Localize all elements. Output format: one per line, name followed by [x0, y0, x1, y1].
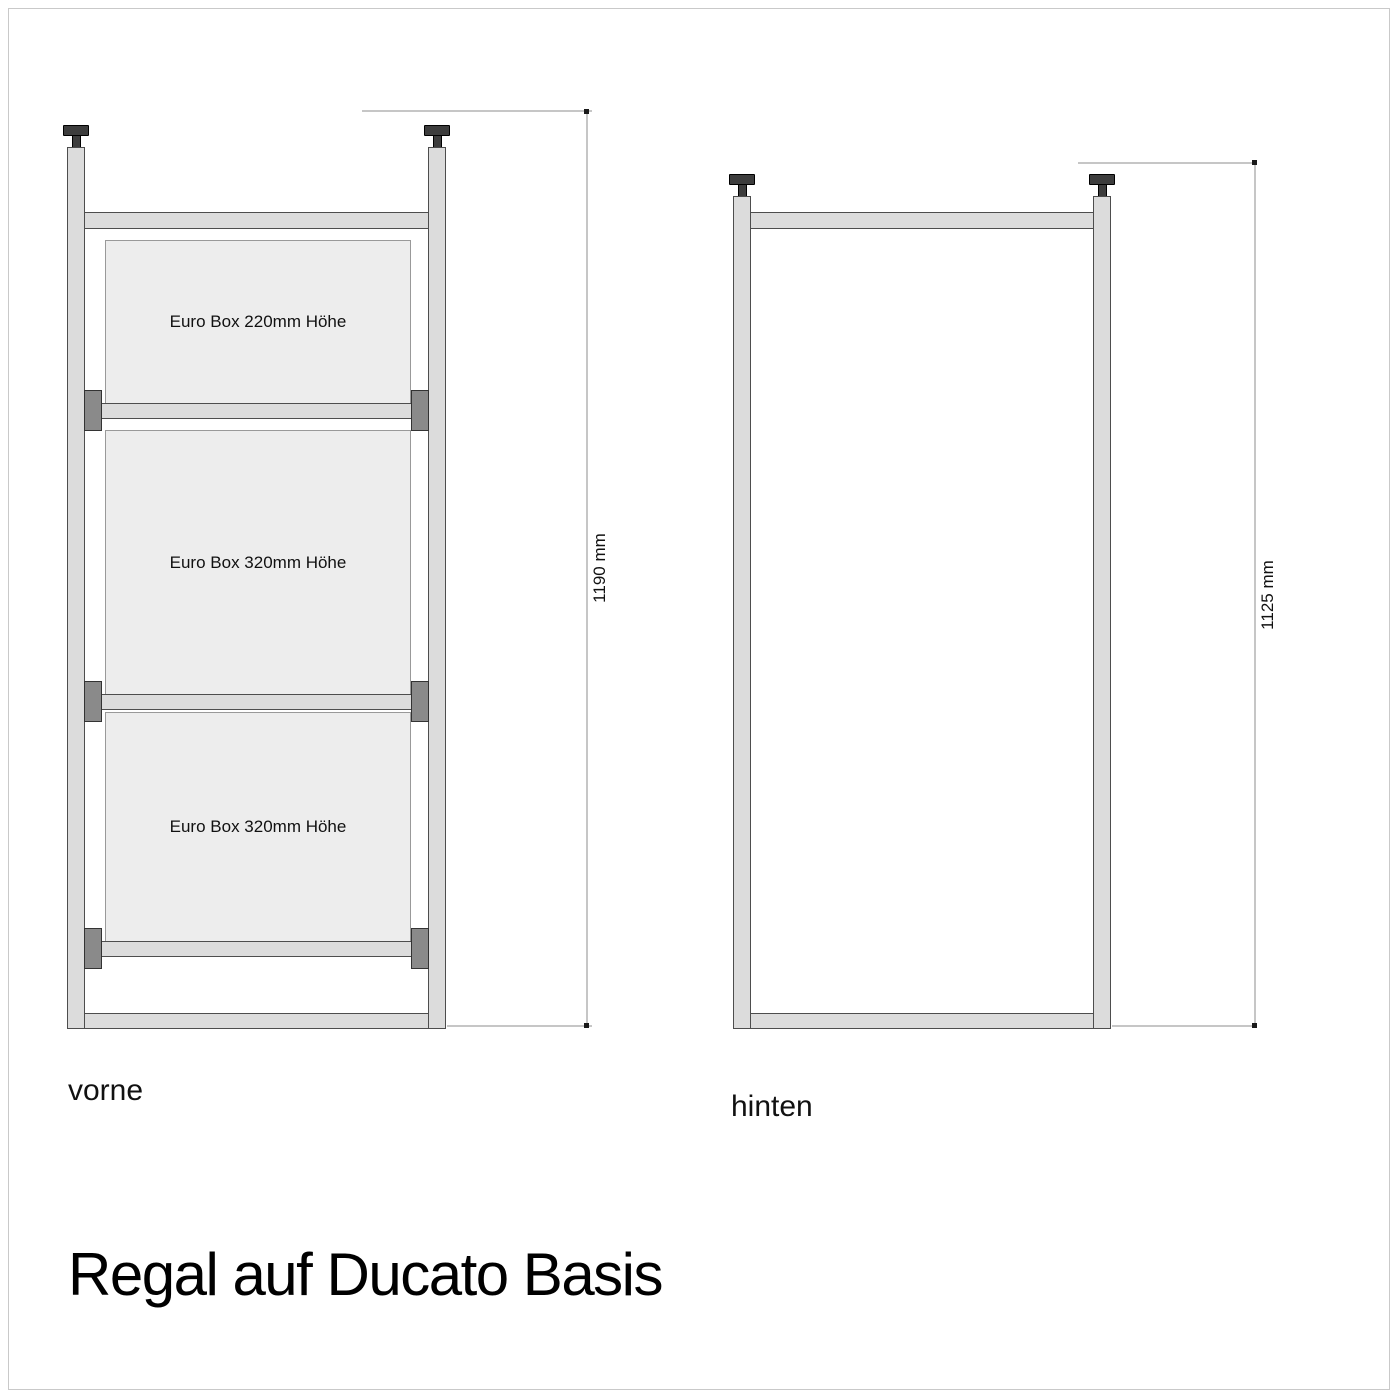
front-right-post [428, 147, 446, 1029]
back-dim-extension-bottom [1112, 1025, 1257, 1027]
front-bracket-left-2 [84, 390, 102, 431]
front-dim-extension-top [362, 110, 592, 112]
back-dim-extension-top [1078, 162, 1257, 164]
back-dim-tick-top [1252, 160, 1257, 165]
front-bracket-left-4 [84, 928, 102, 969]
front-dimension-label: 1190 mm [590, 533, 609, 603]
front-dim-line-vertical [586, 110, 588, 1027]
back-top-rail [750, 212, 1094, 229]
euro-box-320-bottom [105, 712, 411, 942]
front-left-post [67, 147, 85, 1029]
front-rail-2 [92, 403, 420, 419]
euro-box-220-label: Euro Box 220mm Höhe [169, 312, 347, 331]
euro-box-220 [105, 240, 411, 404]
front-dim-tick-top [584, 109, 589, 114]
front-dim-tick-bottom [584, 1023, 589, 1028]
front-right-foot-cap [424, 125, 450, 136]
euro-box-320-middle [105, 430, 411, 695]
back-left-post [733, 196, 751, 1029]
front-rail-4 [92, 941, 420, 957]
front-bracket-left-3 [84, 681, 102, 722]
back-view-caption: hinten [731, 1090, 813, 1123]
front-view-caption: vorne [68, 1074, 144, 1107]
back-dim-tick-bottom [1252, 1023, 1257, 1028]
front-bracket-right-4 [411, 928, 429, 969]
back-left-foot-cap [729, 174, 755, 185]
back-right-foot-cap [1089, 174, 1115, 185]
back-right-post [1093, 196, 1111, 1029]
front-left-foot-cap [63, 125, 89, 136]
front-dim-extension-bottom [447, 1025, 592, 1027]
euro-box-320-middle-label: Euro Box 320mm Höhe [169, 552, 347, 572]
back-dimension-label: 1125 mm [1258, 560, 1277, 630]
euro-box-320-bottom-label: Euro Box 320mm Höhe [169, 817, 347, 836]
drawing-title: Regal auf Ducato Basis [68, 1241, 663, 1308]
back-dim-line-vertical [1254, 162, 1256, 1027]
front-bottom-rail [84, 1013, 429, 1029]
front-top-rail [84, 212, 429, 229]
front-bracket-right-2 [411, 390, 429, 431]
front-rail-3 [92, 694, 420, 710]
front-bracket-right-3 [411, 681, 429, 722]
back-bottom-rail [750, 1013, 1094, 1029]
